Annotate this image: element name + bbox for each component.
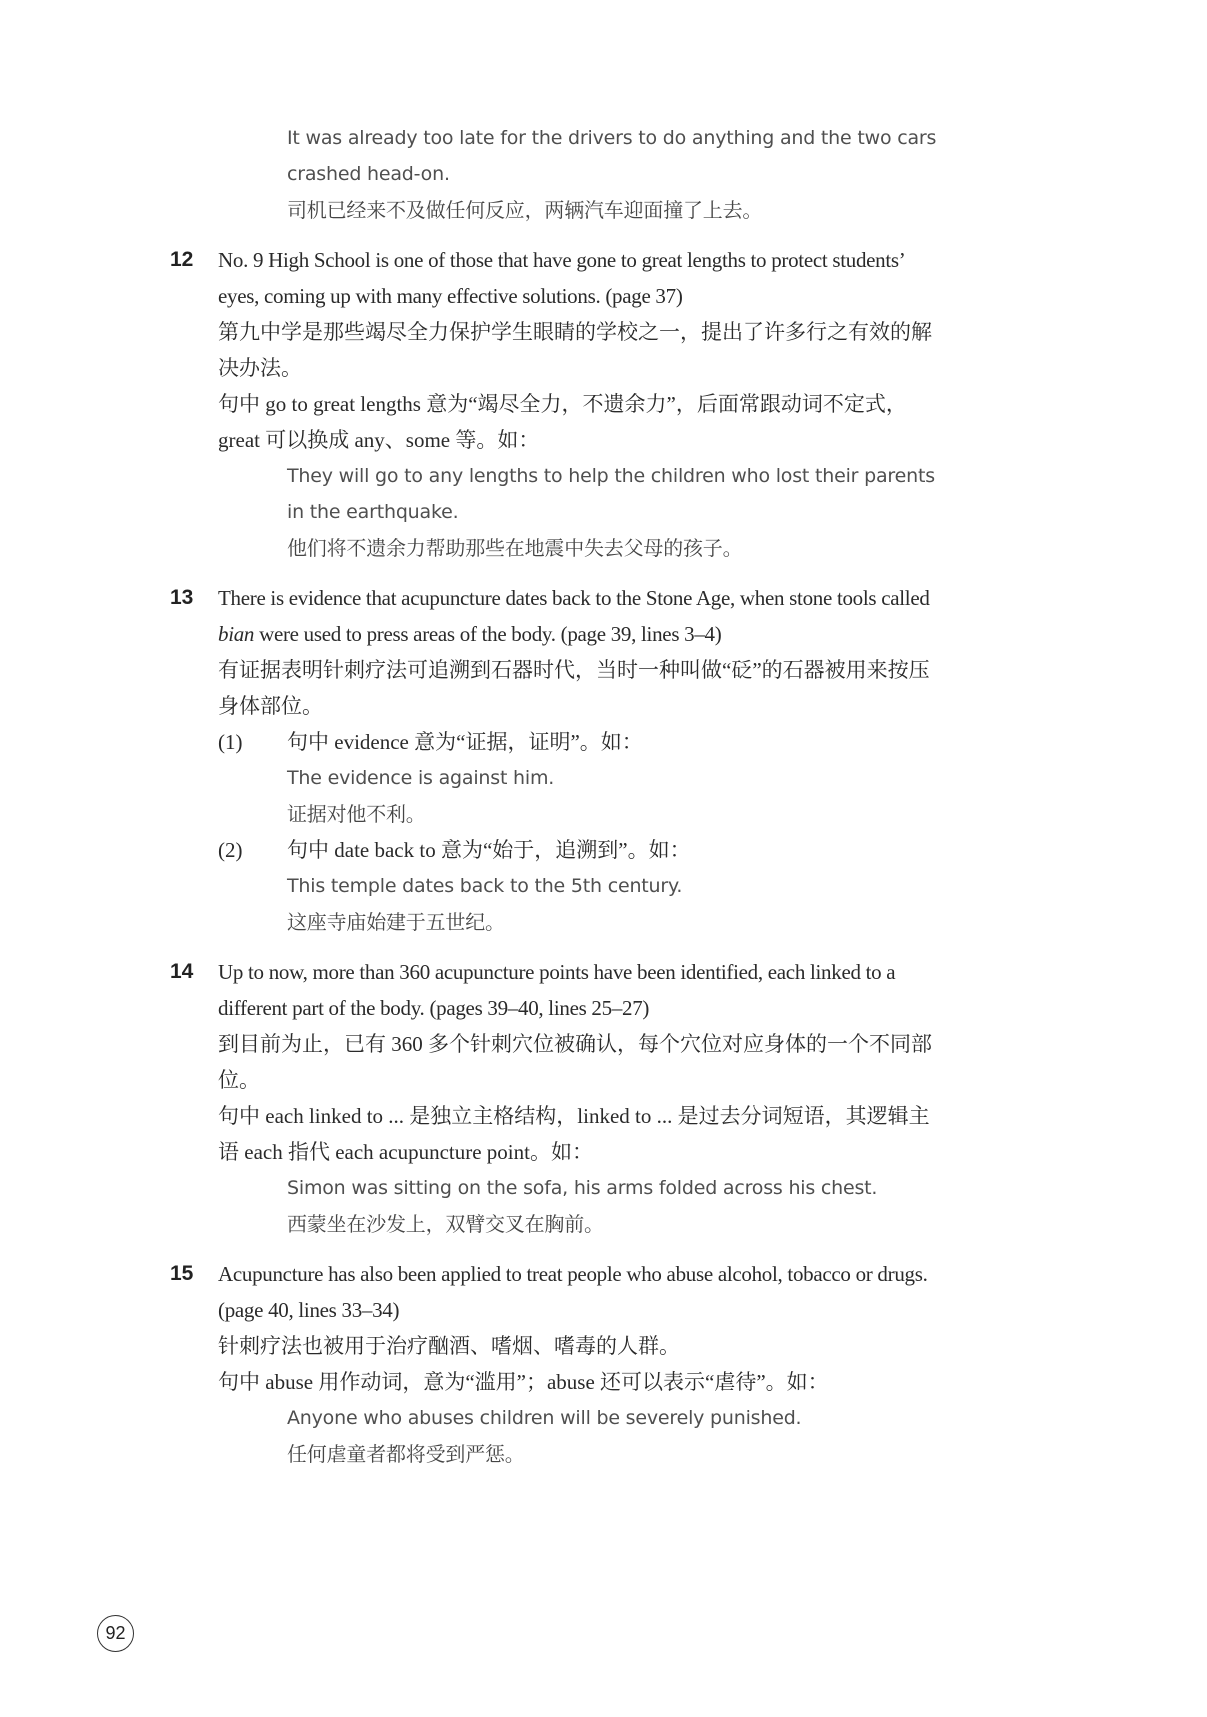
numbered-item-15 — [170, 1256, 942, 1472]
page-content — [170, 120, 942, 1472]
sub-item-body — [287, 832, 942, 940]
item-translation-zh: 有证据表明针刺疗法可追溯到石器时代，当时一种叫做“砭”的石器被用来按压身体部位。 — [218, 658, 930, 718]
example-sentence-en: This temple dates back to the 5th century. — [287, 875, 683, 897]
numbered-item-14 — [170, 954, 942, 1242]
item-sentence-en: Up to now, more than 360 acupuncture points have been identified, each linked to a different part of the body. (pages 39–40, lines 25–27) — [218, 960, 896, 1020]
item-translation-zh: 第九中学是那些竭尽全力保护学生眼睛的学校之一，提出了许多行之有效的解决办法。 — [218, 320, 932, 380]
item-body — [218, 954, 942, 1242]
item-number: 14 — [170, 960, 194, 983]
sub-example-block — [287, 760, 942, 832]
item-note: 句中 abuse 用作动词，意为“滥用”；abuse 还可以表示“虐待”。如： — [218, 1370, 829, 1394]
sub-item-label: (1) — [218, 730, 243, 754]
page-number-badge — [97, 1615, 134, 1652]
example-translation-zh: 任何虐童者都将受到严惩。 — [287, 1442, 525, 1466]
sub-item-1 — [218, 724, 942, 832]
page-number-text: 92 — [105, 1623, 126, 1643]
item-body — [218, 580, 942, 940]
item-number: 13 — [170, 586, 194, 609]
item-example-block — [287, 1400, 942, 1472]
item-sentence-en: Acupuncture has also been applied to treat people who abuse alcohol, tobacco or drugs. (page 40, lines 33–34) — [218, 1262, 928, 1322]
sub-item-body — [287, 724, 942, 832]
sentence-part: were used to press areas of the body. (page 39, lines 3–4) — [254, 622, 722, 646]
intro-example-block — [287, 120, 942, 228]
sub-item-note: 句中 evidence 意为“证据，证明”。如： — [287, 730, 643, 754]
item-note: 句中 each linked to ... 是独立主格结构，linked to ... 是过去分词短语，其逻辑主语 each 指代 each acupuncture point。如： — [218, 1104, 930, 1164]
example-translation-zh: 这座寺庙始建于五世纪。 — [287, 910, 505, 934]
item-body — [218, 1256, 942, 1472]
intro-example-translation-zh: 司机已经来不及做任何反应，两辆汽车迎面撞了上去。 — [287, 198, 763, 222]
item-sentence-en: No. 9 High School is one of those that have gone to great lengths to protect students’ eyes, coming up with many effective solutions. (page 37) — [218, 248, 904, 308]
example-sentence-en: The evidence is against him. — [287, 767, 555, 789]
item-example-block — [287, 458, 942, 566]
example-translation-zh: 西蒙坐在沙发上，双臂交叉在胸前。 — [287, 1212, 604, 1236]
item-body — [218, 242, 942, 566]
item-sentence-en — [218, 580, 942, 652]
sub-item-2 — [218, 832, 942, 940]
intro-example-sentence-en: It was already too late for the drivers to do anything and the two cars crashed head-on. — [287, 127, 937, 185]
sentence-italic-term: bian — [218, 622, 255, 646]
item-note: 句中 go to great lengths 意为“竭尽全力，不遗余力”，后面常跟动词不定式，great 可以换成 any、some 等。如： — [218, 392, 907, 452]
numbered-item-12 — [170, 242, 942, 566]
numbered-item-13 — [170, 580, 942, 940]
example-translation-zh: 他们将不遗余力帮助那些在地震中失去父母的孩子。 — [287, 536, 743, 560]
sub-example-block — [287, 868, 942, 940]
sentence-part: There is evidence that acupuncture dates back to the Stone Age, when stone tools called — [218, 586, 930, 610]
example-sentence-en: Anyone who abuses children will be severely punished. — [287, 1407, 802, 1429]
item-example-block — [287, 1170, 942, 1242]
sub-item-note: 句中 date back to 意为“始于，追溯到”。如： — [287, 838, 691, 862]
example-sentence-en: Simon was sitting on the sofa, his arms folded across his chest. — [287, 1177, 878, 1199]
example-sentence-en: They will go to any lengths to help the children who lost their parents in the earthquake. — [287, 465, 935, 523]
item-translation-zh: 针刺疗法也被用于治疗酗酒、嗜烟、嗜毒的人群。 — [218, 1334, 680, 1358]
item-translation-zh: 到目前为止，已有 360 多个针刺穴位被确认，每个穴位对应身体的一个不同部位。 — [218, 1032, 932, 1092]
sub-item-label: (2) — [218, 838, 243, 862]
item-number: 12 — [170, 248, 194, 271]
example-translation-zh: 证据对他不利。 — [287, 802, 426, 826]
item-number: 15 — [170, 1262, 194, 1285]
